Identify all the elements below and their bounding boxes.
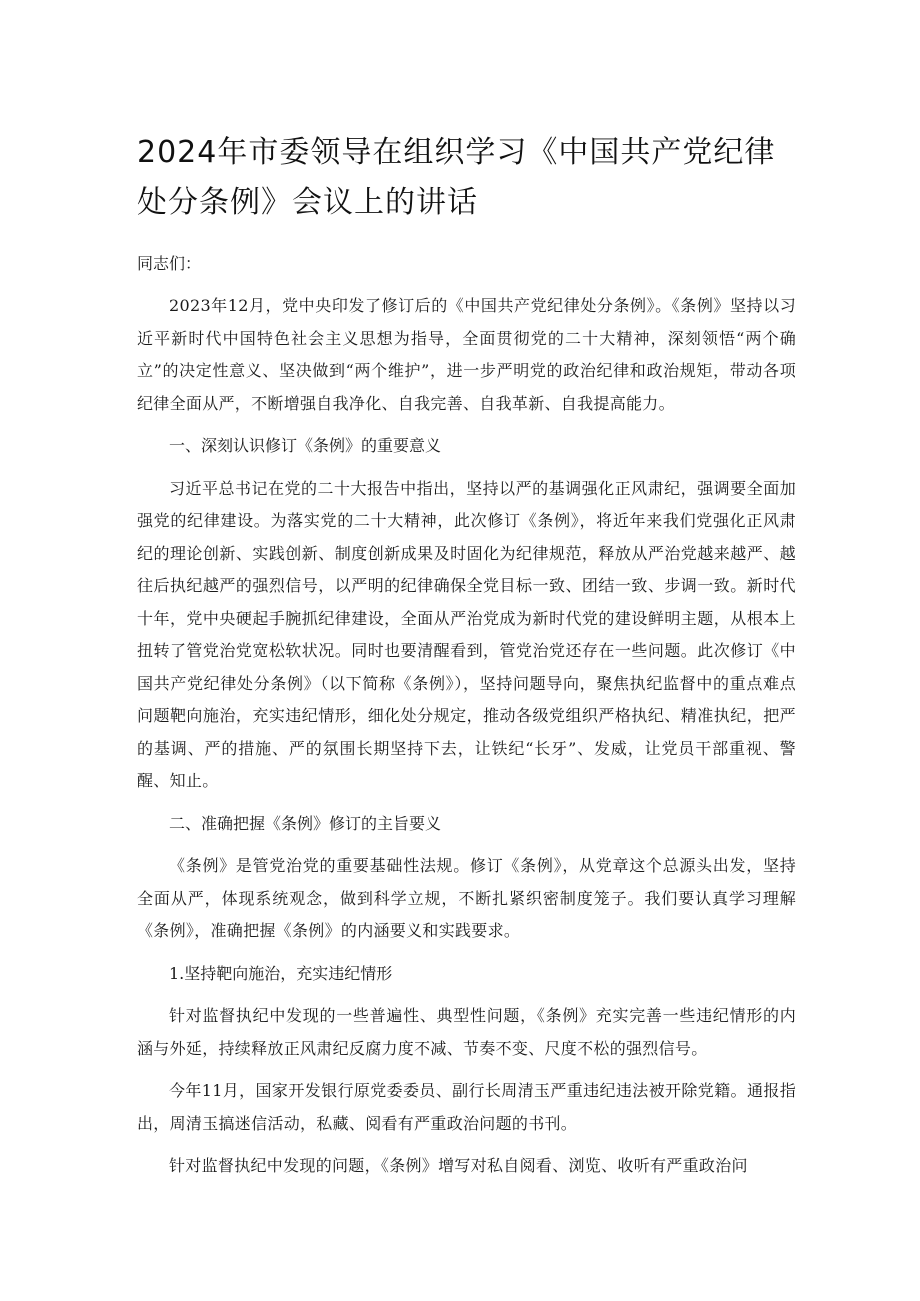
paragraph-intro: 2023年12月，党中央印发了修订后的《中国共产党纪律处分条例》。《条例》坚持以习近平新时代中国特色社会主义思想为指导，全面贯彻党的二十大精神，深刻领悟“两个确立”的决定性意义、坚决做到“两个维护”，进一步严明党的政治纪律和政治规矩，带动各项纪律全面从严，不断增强自我净化、自我完善、自我革新、自我提高能力。 (137, 296, 796, 413)
section-heading-1: 一、深刻认识修订《条例》的重要意义 (169, 436, 442, 455)
paragraph-essence: 《条例》是管党治党的重要基础性法规。修订《条例》，从党章这个总源头出发，坚持全面从严，体现系统观念，做到科学立规，不断扎紧织密制度笼子。我们要认真学习理解《条例》，准确把握《条例》的内涵要义和实践要求。 (137, 856, 796, 940)
paragraph-case: 今年11月，国家开发银行原党委委员、副行长周清玉严重违纪违法被开除党籍。通报指出，周清玉搞迷信活动，私藏、阅看有严重政治问题的书刊。 (137, 1081, 796, 1133)
document-title: 2024年市委领导在组织学习《中国共产党纪律处分条例》会议上的讲话 (137, 135, 776, 220)
paragraph-targeted: 针对监督执纪中发现的一些普遍性、典型性问题，《条例》充实完善一些违纪情形的内涵与外延，持续释放正风肃纪反腐力度不减、节奏不变、尺度不松的强烈信号。 (137, 1006, 796, 1058)
paragraph-continued: 针对监督执纪中发现的问题，《条例》增写对私自阅看、浏览、收听有严重政治问 (169, 1156, 748, 1175)
subsection-heading-1: 1.坚持靶向施治，充实违纪情形 (169, 963, 393, 983)
salutation: 同志们： (137, 254, 202, 273)
section-heading-2: 二、准确把握《条例》修订的主旨要义 (169, 813, 442, 833)
paragraph-significance: 习近平总书记在党的二十大报告中指出，坚持以严的基调强化正风肃纪，强调要全面加强党的纪律建设。为落实党的二十大精神，此次修订《条例》，将近年来我们党强化正风肃纪的理论创新、实践创新、制度创新成果及时固化为纪律规范，释放从严治党越来越严、越往后执纪越严的强烈信号，以严明的纪律确保全党目标一致、团结一致、步调一致。新时代十年，党中央硬起手腕抓纪律建设，全面从严治党成为新时代党的建设鲜明主题，从根本上扭转了管党治党宽松软状况。同时也要清醒看到，管党治党还存在一些问题。此次修订《中国共产党纪律处分条例》（以下简称《条例》），坚持问题导向，聚焦执纪监督中的重点难点问题靶向施治，充实违纪情形，细化处分规定，推动各级党组织严格执纪、精准执纪，把严的基调、严的措施、严的氛围长期坚持下去，让铁纪“长牙”、发威，让党员干部重视、警醒、知止。 (137, 478, 796, 790)
